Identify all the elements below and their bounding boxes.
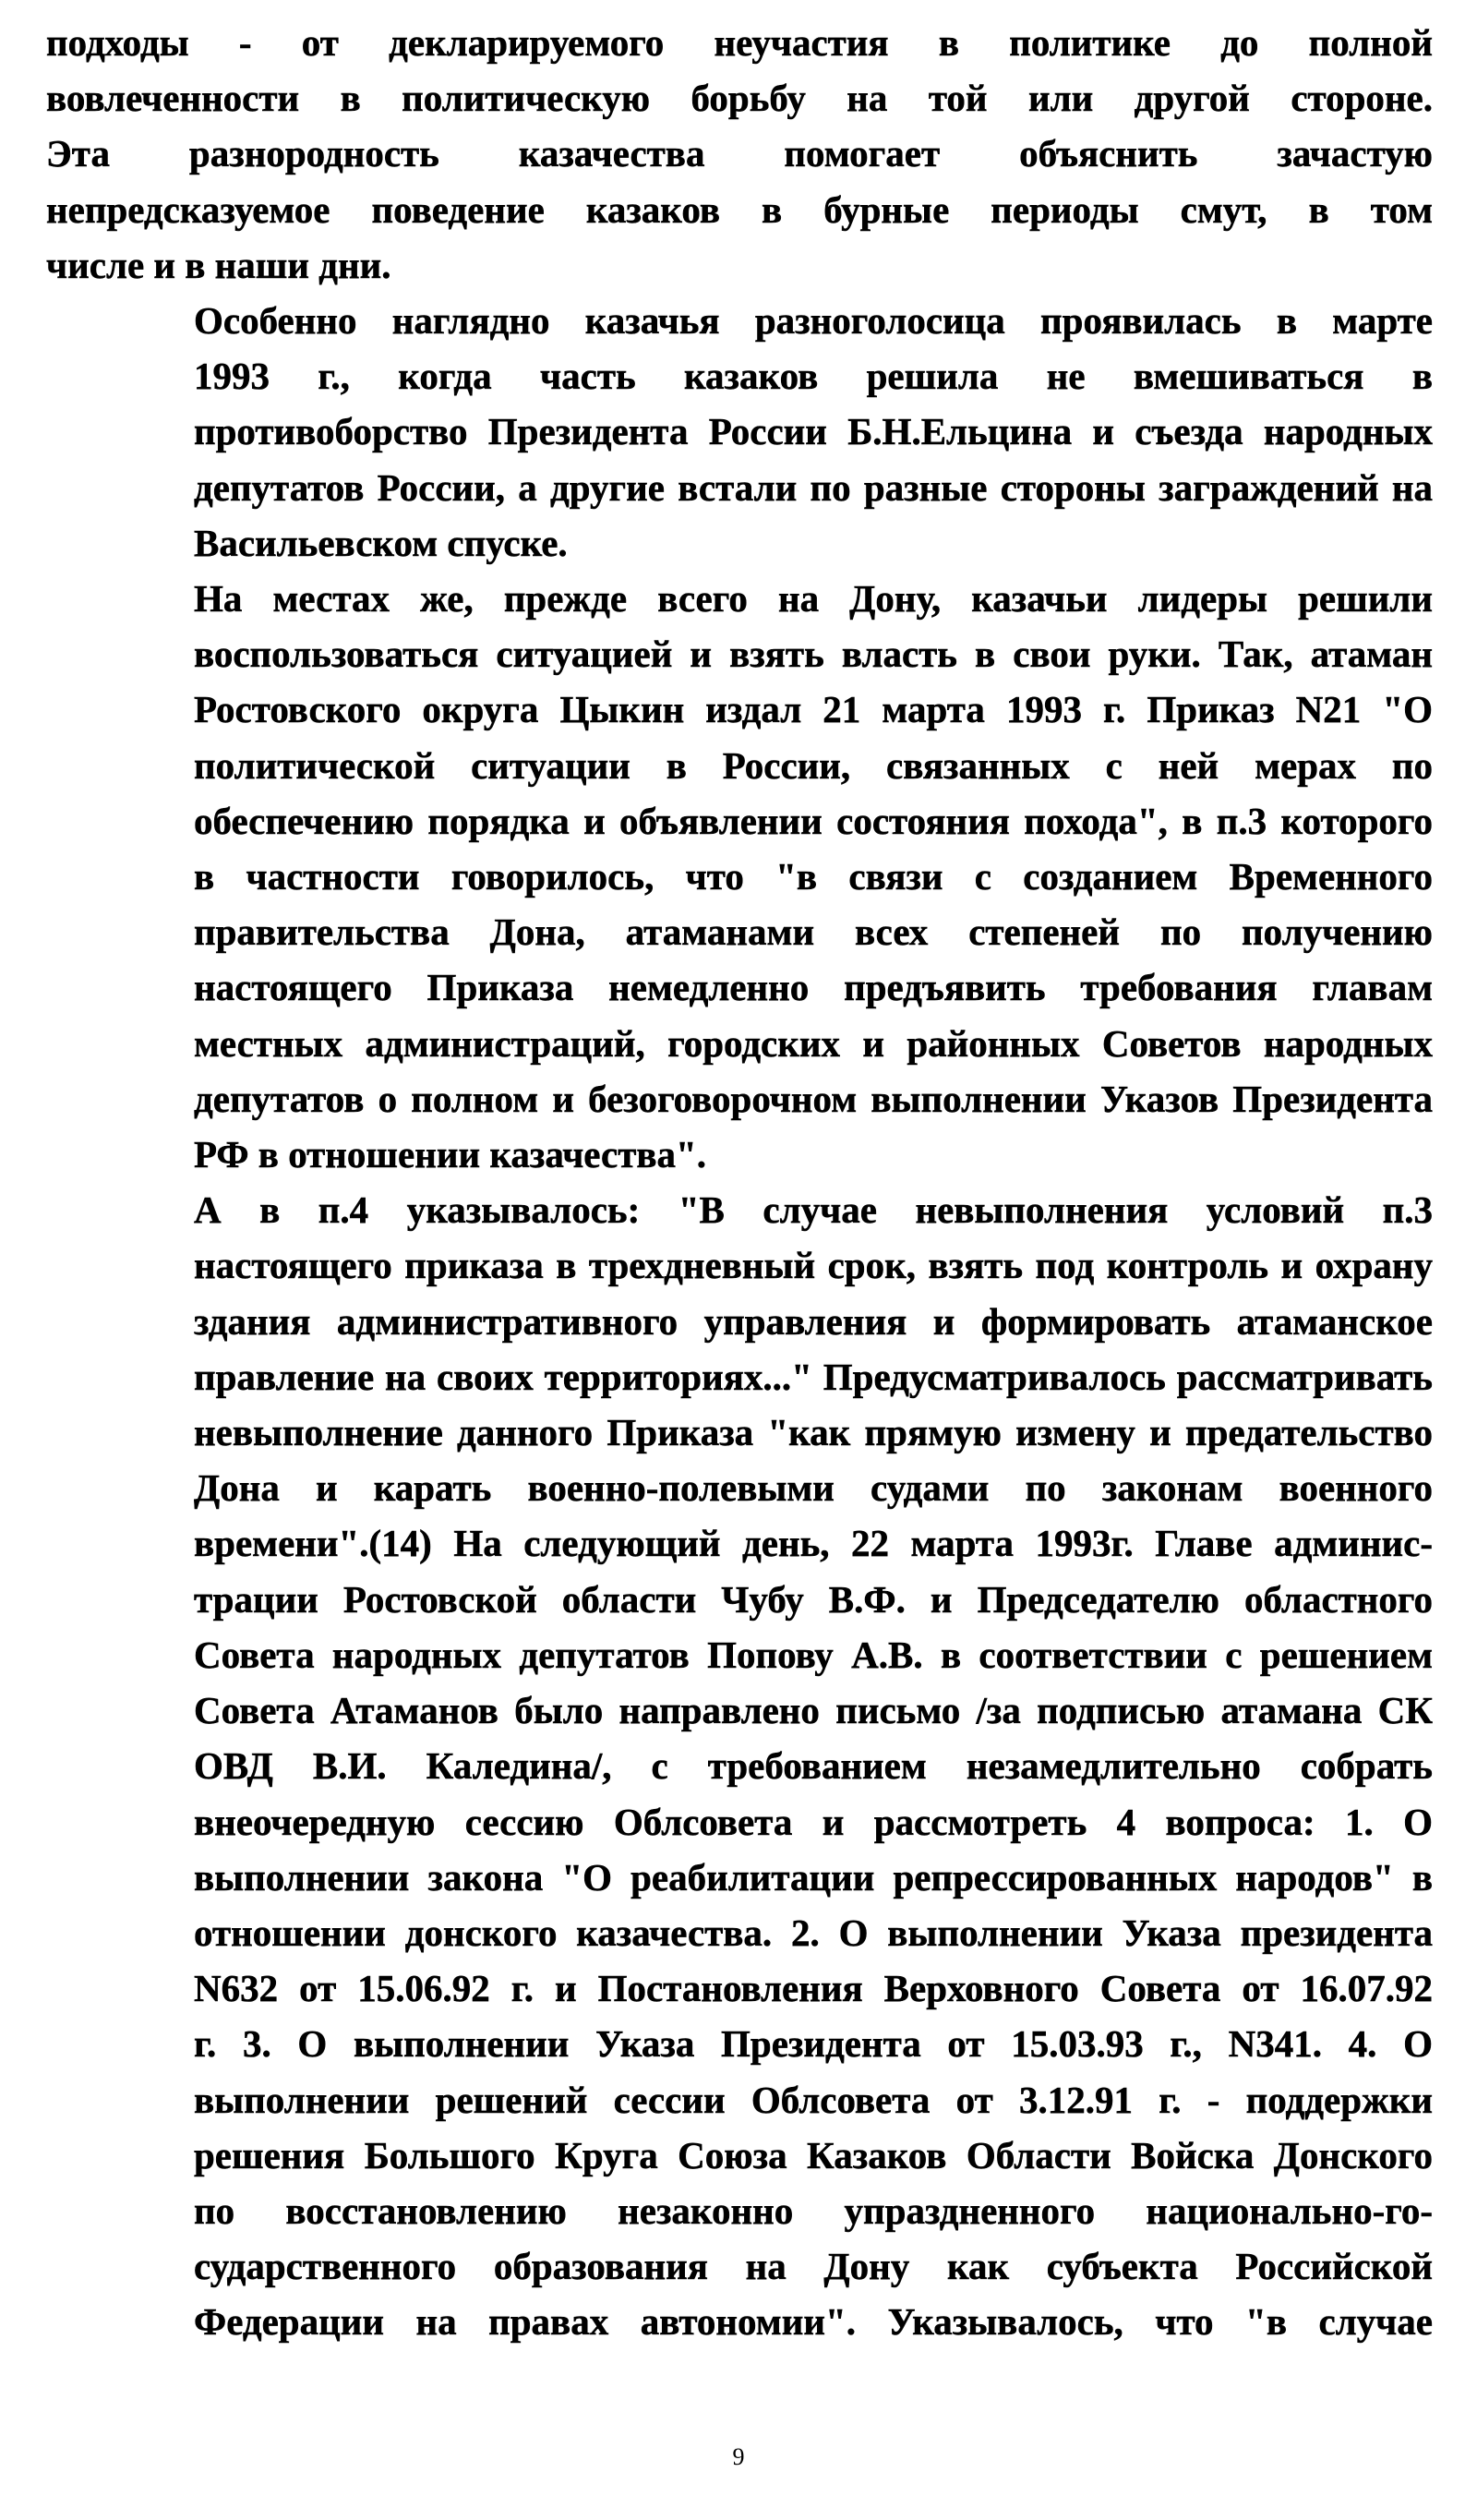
text-line: трации Ростовской области Чубу В.Ф. и Председателю областного [194,1577,1433,1621]
text-line: отношении донского казачества. 2. О выполнении Указа президента [194,1911,1433,1954]
text-line: настоящего приказа в трехдневный срок, взять под контроль и охрану [194,1244,1433,1287]
text-line: N632 от 15.06.92 г. и Постановления Верховного Совета от 16.07.92 [194,1967,1433,2010]
text-line: вовлеченности в политическую борьбу на той или другой стороне. [46,77,1433,120]
text-line: противоборство Президента России Б.Н.Ельцина и съезда народных [194,410,1433,453]
text-line: времени".(14) На следующий день, 22 марта 1993г. Главе админис- [194,1522,1433,1565]
text-line: числе и в наши дни. [46,243,391,286]
text-line: Ростовского округа Цыкин издал 21 марта 1993 г. Приказ N21 "О [194,688,1433,731]
text-line: Эта разнородность казачества помогает объяснить зачастую [46,132,1433,175]
text-line: г. 3. О выполнении Указа Президента от 15.03.93 г., N341. 4. О [194,2022,1433,2066]
text-line: Совета народных депутатов Попову А.В. в соответствии с решением [194,1633,1433,1676]
paragraph [46,293,1433,571]
text-line: ОВД В.И. Каледина/, с требованием незамедлительно собрать [194,1744,1433,1788]
text-line: политической ситуации в России, связанных с ней мерах по [194,743,1433,787]
text-line: А в п.4 указывалось: "В случае невыполнения условий п.3 [194,1188,1433,1232]
text-line: решения Большого Круга Союза Казаков Области Войска Донского [194,2133,1433,2176]
text-line: непредсказуемое поведение казаков в бурные периоды смут, в том [46,187,1433,231]
text-line: Федерации на правах автономии". Указывалось, что "в случае [194,2300,1433,2344]
text-line: правление на своих территориях..." Предусматривалось рассматривать [194,1355,1433,1398]
text-line: невыполнение данного Приказа "как прямую измену и предательство [194,1411,1433,1454]
text-line: настоящего Приказа немедленно предъявить требования главам [194,966,1433,1009]
paragraph [46,1182,1433,2349]
text-line: воспользоваться ситуацией и взять власть в свои руки. Так, атаман [194,633,1433,676]
text-line: местных администраций, городских и районных Советов народных [194,1021,1433,1065]
text-line: по восстановлению незаконно упраздненного национально-го- [194,2188,1433,2232]
text-line: правительства Дона, атаманами всех степеней по получению [194,910,1433,954]
text-line: в частности говорилось, что "в связи с созданием Временного [194,855,1433,898]
text-line: депутатов России, а другие встали по разные стороны заграждений на [194,465,1433,509]
text-line: На местах же, прежде всего на Дону, казачьи лидеры решили [194,577,1433,621]
text-line: Васильевском спуске. [194,521,568,564]
text-line: 1993 г., когда часть казаков решила не вмешиваться в [194,355,1433,398]
text-line: Совета Атаманов было направлено письмо /за подписью атамана СК [194,1689,1433,1732]
text-line: сударственного образования на Дону как субъекта Российской [194,2245,1433,2288]
paragraph [46,571,1433,1182]
text-line: здания административного управления и формировать атаманское [194,1299,1433,1343]
body-text [46,15,1433,2350]
text-line: РФ в отношении казачества". [194,1133,707,1176]
text-line: выполнении решений сессии Облсовета от 3.12.91 г. - поддержки [194,2078,1433,2121]
paragraph [46,15,1433,293]
text-line: Дона и карать военно-полевыми судами по законам военного [194,1466,1433,1510]
text-line: депутатов о полном и безоговорочном выполнении Указов Президента [194,1077,1433,1120]
text-line: внеочередную сессию Облсовета и рассмотреть 4 вопроса: 1. О [194,1800,1433,1843]
page-number: 9 [732,2443,745,2470]
text-line: Особенно наглядно казачья разноголосица проявилась в марте [194,299,1433,343]
text-line: обеспечению порядка и объявлении состояния похода", в п.3 которого [194,799,1433,842]
text-line: выполнении закона "О реабилитации репрессированных народов" в [194,1855,1433,1899]
text-line: подходы - от декларируемого неучастия в политике до полной [46,21,1433,64]
